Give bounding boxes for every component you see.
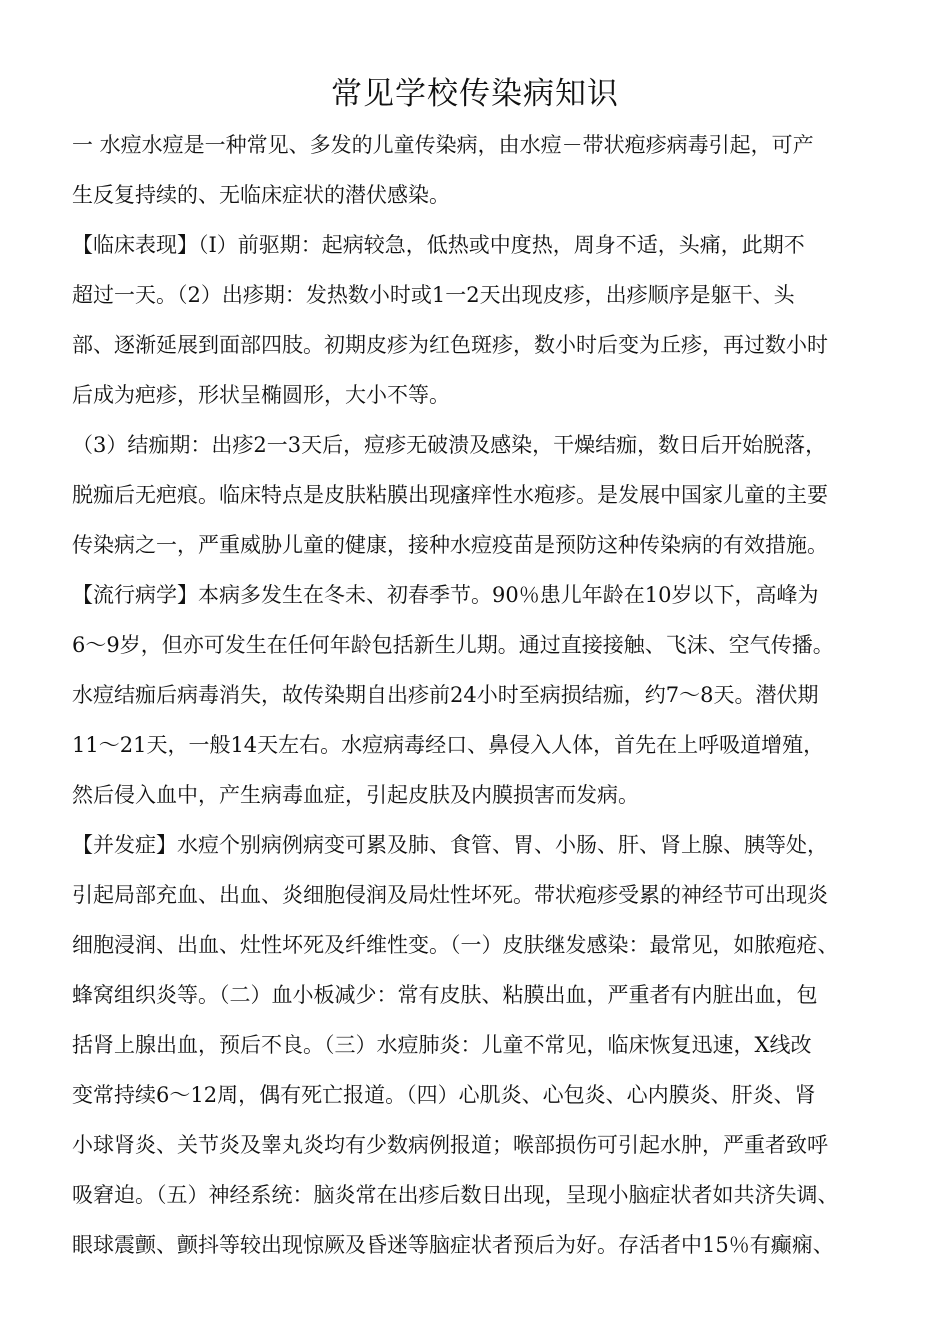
text-line: 眼球震颤、颤抖等较出现惊厥及昏迷等脑症状者预后为好。存活者中15％有癫痫、 [72, 1233, 834, 1257]
text-line: 一 水痘水痘是一种常见、多发的儿童传染病，由水痘－带状疱疹病毒引起，可产 [72, 133, 814, 157]
text-line: 6〜9岁，但亦可发生在任何年龄包括新生儿期。通过直接接触、飞沫、空气传播。 [72, 633, 834, 657]
text-line: 生反复持续的、无临床症状的潜伏感染。 [72, 183, 450, 207]
text-line: 变常持续6〜12周，偶有死亡报道。（四）心肌炎、心包炎、心内膜炎、肝炎、肾 [72, 1083, 816, 1107]
text-line: 后成为疤疹，形状呈椭圆形，大小不等。 [72, 383, 450, 407]
text-line: 传染病之一，严重威胁儿童的健康，接种水痘疫苗是预防这种传染病的有效措施。 [72, 533, 828, 557]
text-line: 引起局部充血、出血、炎细胞侵润及局灶性坏死。带状疱疹受累的神经节可出现炎 [72, 883, 828, 907]
text-line: 小球肾炎、关节炎及睾丸炎均有少数病例报道；喉部损伤可引起水肿，严重者致呼 [72, 1133, 828, 1157]
text-line: 11〜21天，一般14天左右。水痘病毒经口、鼻侵入人体，首先在上呼吸道增殖， [72, 733, 825, 757]
text-line: 括肾上腺出血，预后不良。（三）水痘肺炎：儿童不常见，临床恢复迅速，X线改 [72, 1033, 812, 1057]
text-line: 水痘结痂后病毒消失，故传染期自出疹前24小时至病损结痂，约7〜8天。潜伏期 [72, 683, 819, 707]
text-line: 细胞浸润、出血、灶性坏死及纤维性变。（一）皮肤继发感染：最常见，如脓疱疮、 [72, 933, 839, 957]
text-line: 【临床表现】（I）前驱期：起病较急，低热或中度热，周身不适，头痛，此期不 [72, 233, 805, 257]
document-title: 常见学校传染病知识 [331, 76, 619, 112]
text-line: （3）结痂期：出疹2一3天后，痘疹无破溃及感染，干燥结痂，数日后开始脱落， [72, 433, 827, 457]
text-line: 脱痂后无疤痕。临床特点是皮肤粘膜出现瘙痒性水疱疹。是发展中国家儿童的主要 [72, 483, 828, 507]
text-line: 超过一天。（2）出疹期：发热数小时或1一2天出现皮疹，出疹顺序是躯干、头 [72, 283, 795, 307]
text-line: 【并发症】水痘个别病例病变可累及肺、食管、胃、小肠、肝、肾上腺、胰等处， [72, 833, 828, 857]
text-line: 蜂窝组织炎等。（二）血小板减少：常有皮肤、粘膜出血，严重者有内脏出血，包 [72, 983, 818, 1007]
text-line: 部、逐渐延展到面部四肢。初期皮疹为红色斑疹，数小时后变为丘疹，再过数小时 [72, 333, 828, 357]
text-line: 然后侵入血中，产生病毒血症，引起皮肤及内膜损害而发病。 [72, 783, 639, 807]
text-line: 【流行病学】本病多发生在冬未、初春季节。90％患儿年龄在10岁以下，高峰为 [72, 583, 819, 607]
text-line: 吸窘迫。（五）神经系统：脑炎常在出疹后数日出现，呈现小脑症状者如共济失调、 [72, 1183, 839, 1207]
